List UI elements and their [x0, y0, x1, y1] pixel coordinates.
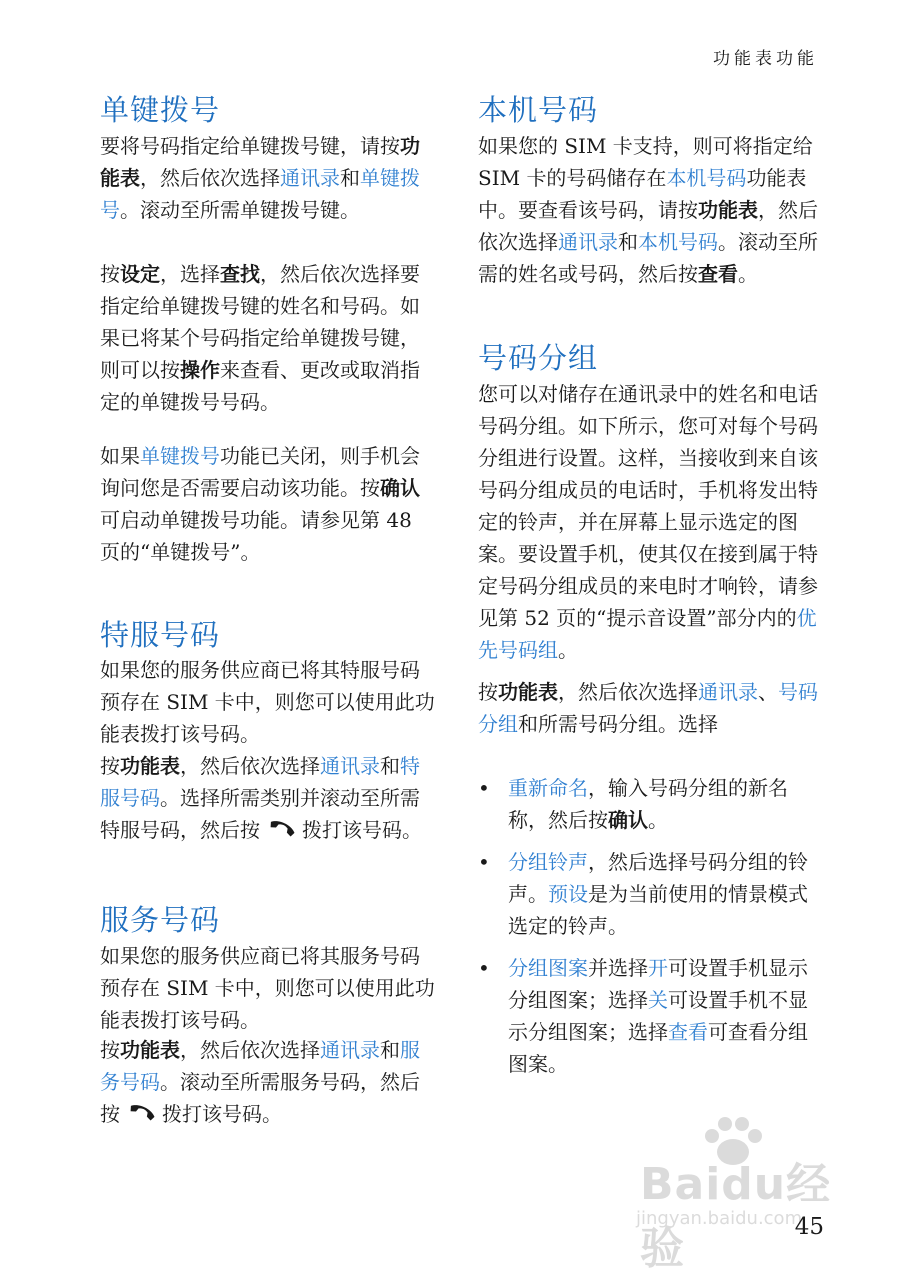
link-speed-dial[interactable]: 单键拨号: [100, 166, 420, 222]
view-label: 查看: [698, 262, 738, 286]
link-group-tone[interactable]: 分组铃声: [508, 850, 588, 874]
page-number: 45: [794, 1214, 824, 1240]
speed-dial-paragraph-2: 按设定，选择查找，然后依次选择要指定给单键拨号键的姓名和号码。如果已将某个号码指定给单键拨号键，则可以按操作来查看、更改或取消指定的单键拨号号码。: [100, 262, 420, 414]
service-numbers-paragraph-2: 按功能表，然后依次选择通讯录和服务号码。滚动至所需服务号码，然后按 拨打该号码。: [100, 1038, 420, 1126]
link-contacts[interactable]: 通讯录: [320, 1038, 380, 1062]
link-contacts[interactable]: 通讯录: [280, 166, 340, 190]
link-group-logo[interactable]: 分组图案: [508, 956, 588, 980]
link-caller-groups[interactable]: 号码分组: [478, 680, 818, 736]
ok-label: 确认: [380, 476, 420, 500]
menu-label: 功能表: [120, 754, 180, 778]
link-service-numbers[interactable]: 服务号码: [100, 1038, 420, 1094]
link-contacts[interactable]: 通讯录: [558, 230, 618, 254]
menu-label: 功能表: [120, 1038, 180, 1062]
link-on[interactable]: 开: [648, 956, 668, 980]
service-numbers-paragraph-1: 如果您的服务供应商已将其服务号码预存在 SIM 卡中，则您可以使用此功能表拨打该号码。: [100, 944, 435, 1032]
info-numbers-paragraph-1: 如果您的服务供应商已将其特服号码预存在 SIM 卡中，则您可以使用此功能表拨打该号码。: [100, 658, 435, 746]
list-item: • 分组图案并选择开可设置手机显示分组图案；选择关可设置手机不显示分组图案；选择查看可查看分组图案。: [478, 952, 818, 1080]
own-numbers-paragraph-1: 如果您的 SIM 卡支持，则可将指定给 SIM 卡的号码储存在本机号码功能表中。要查看该号码，请按功能表，然后依次选择通讯录和本机号码。滚动至所需的姓名或号码，然后按查看。: [478, 134, 818, 286]
speed-dial-paragraph-3: 如果单键拨号功能已关闭，则手机会询问您是否需要启动该功能。按确认可启动单键拨号功能。请参见第 48 页的“单键拨号”。: [100, 444, 420, 564]
menu-label: 功能表: [698, 198, 758, 222]
watermark-brand: Baidu经验: [640, 1159, 832, 1274]
link-default[interactable]: 预设: [548, 882, 588, 906]
menu-label: 功能表: [100, 134, 420, 190]
assign-label: 设定: [120, 262, 160, 286]
ok-label: 确认: [608, 808, 648, 832]
section-title-info-numbers: 特服号码: [100, 618, 221, 652]
bullet: •: [478, 956, 490, 980]
page-header: 功能表功能: [713, 49, 818, 69]
watermark-url: jingyan.baidu.com: [636, 1208, 803, 1229]
link-info-numbers[interactable]: 特服号码: [100, 754, 420, 810]
link-rename[interactable]: 重新命名: [508, 776, 588, 800]
section-title-caller-groups: 号码分组: [478, 341, 599, 375]
section-title-service-numbers: 服务号码: [100, 903, 221, 937]
link-contacts[interactable]: 通讯录: [320, 754, 380, 778]
options-label: 操作: [180, 358, 220, 382]
call-key-icon: [266, 821, 296, 841]
call-key-icon: [126, 1105, 156, 1125]
caller-groups-paragraph-2: 按功能表，然后依次选择通讯录、号码分组和所需号码分组。选择: [478, 680, 818, 736]
link-contacts[interactable]: 通讯录: [698, 680, 758, 704]
list-item: • 重新命名，输入号码分组的新名称，然后按确认。: [478, 772, 818, 836]
caller-groups-options-list: [478, 772, 818, 1080]
info-numbers-paragraph-2: 按功能表，然后依次选择通讯录和特服号码。选择所需类别并滚动至所需特服号码，然后按 拨打该号码。: [100, 754, 422, 842]
section-title-own-numbers: 本机号码: [478, 93, 599, 127]
link-off[interactable]: 关: [648, 988, 668, 1012]
caller-groups-paragraph-1: 您可以对储存在通讯录中的姓名和电话号码分组。如下所示，您可对每个号码分组进行设置。这样，当接收到来自该号码分组成员的电话时，手机将发出特定的铃声，并在屏幕上显示选定的图案。要设置手机，使其仅在接到属于特定号码分组成员的来电时才响铃，请参见第 52 页的“提示音设置”部分内的优先号码组。: [478, 382, 818, 662]
find-label: 查找: [220, 262, 260, 286]
link-own-numbers-2[interactable]: 本机号码: [638, 230, 718, 254]
menu-label: 功能表: [498, 680, 558, 704]
bullet: •: [478, 776, 490, 800]
link-view[interactable]: 查看: [668, 1020, 708, 1044]
section-title-speed-dial: 单键拨号: [100, 93, 221, 127]
link-own-numbers[interactable]: 本机号码: [666, 166, 747, 190]
list-item: • 分组铃声，然后选择号码分组的铃声。预设是为当前使用的情景模式选定的铃声。: [478, 846, 818, 942]
speed-dial-paragraph-1: 要将号码指定给单键拨号键，请按功能表，然后依次选择通讯录和单键拨号。滚动至所需单键拨号键。: [100, 134, 420, 222]
bullet: •: [478, 850, 490, 874]
link-priority-groups[interactable]: 优先号码组: [478, 606, 817, 662]
link-speed-dial-2[interactable]: 单键拨号: [140, 444, 220, 468]
